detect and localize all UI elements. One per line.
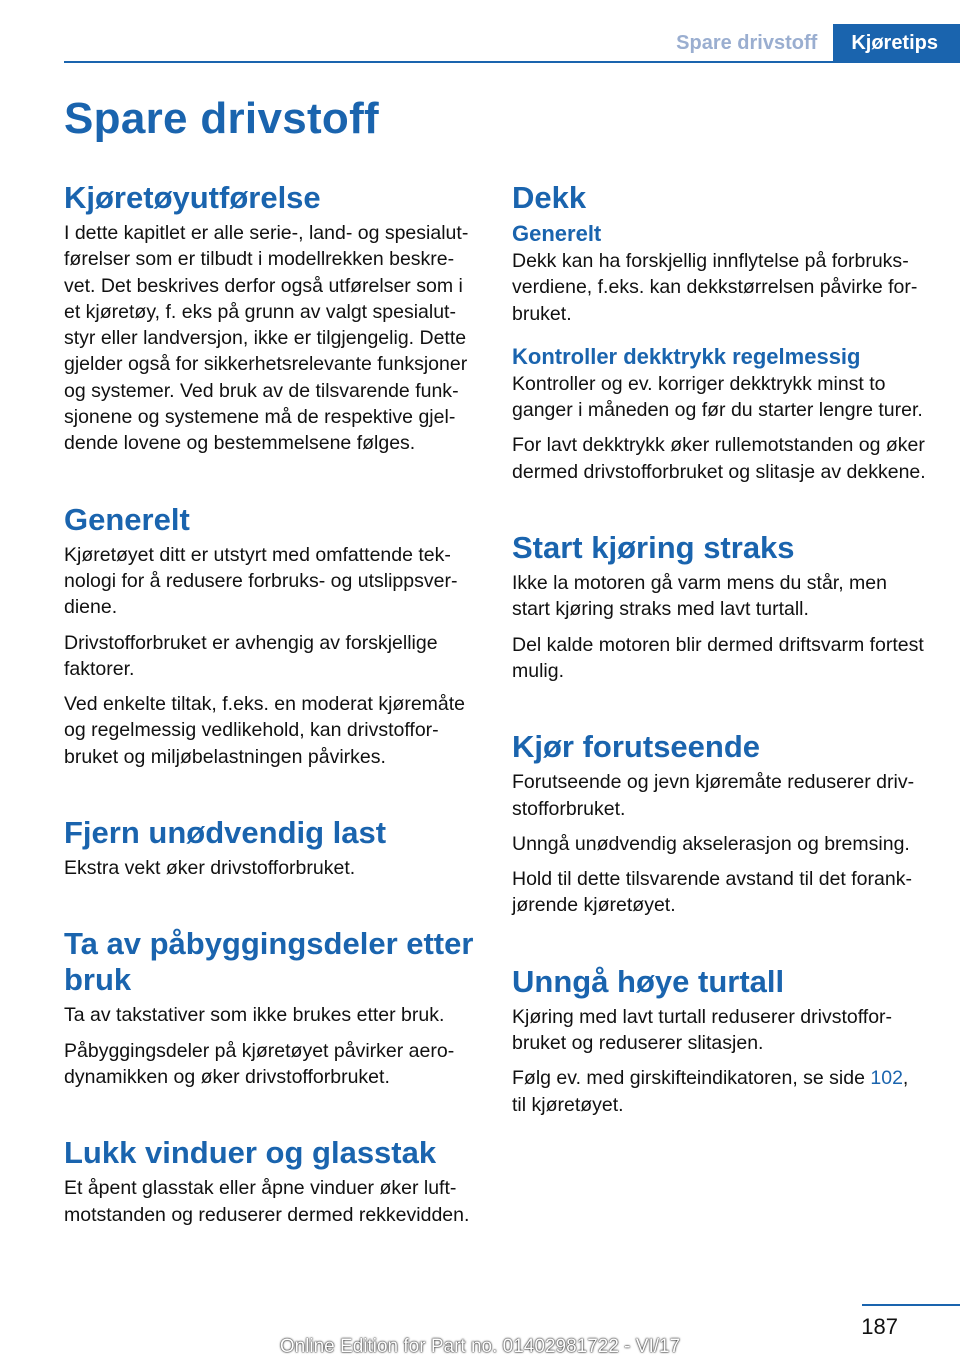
section-title-avoid-high-rpm: Unngå høye turtall bbox=[512, 963, 785, 999]
paragraph: Et åpent glasstak eller åpne vinduer øker luftmotstanden og reduserer dermed rekkevidden. bbox=[64, 1177, 470, 1226]
paragraph: Kontroller og ev. korriger dekktrykk minst to ganger i måneden og før du starter lengre turer. bbox=[512, 372, 923, 422]
footer-divider bbox=[862, 1304, 960, 1306]
text: , bbox=[902, 1067, 909, 1090]
paragraph: Påbyggingsdeler på kjøretøyet påvirker aerodynamikken og øker drivstofforbruket. bbox=[64, 1039, 455, 1088]
paragraph: Del kalde motoren blir dermed driftsvarm fortest mulig. bbox=[512, 633, 924, 682]
paragraph: Dekk kan ha forskjellig innflytelse på forbruksverdiene, f.eks. kan dekkstørrelsen påvirke forbruket. bbox=[512, 250, 918, 325]
section-title-close-windows: Lukk vinduer og glasstak bbox=[64, 1135, 437, 1171]
paragraph-with-link bbox=[512, 1065, 926, 1118]
paragraph: Ikke la motoren gå varm mens du står, men start kjøring straks med lavt turtall. bbox=[512, 572, 887, 621]
section-title-tires: Dekk bbox=[512, 180, 587, 215]
paragraph: Ta av takstativer som ikke brukes etter bruk. bbox=[64, 1004, 445, 1027]
text: til kjøretøyet. bbox=[512, 1093, 624, 1116]
page-number: 187 bbox=[861, 1314, 898, 1339]
text: Følg ev. med girskifteindikatoren, se side bbox=[512, 1067, 871, 1090]
section-title-remove-attachments: Ta av påbyggingsdeler etter bruk bbox=[64, 926, 474, 998]
page-reference-link[interactable]: 102 bbox=[870, 1067, 903, 1090]
header-tabs bbox=[660, 24, 960, 62]
header-chapter-tab[interactable]: Kjøretips bbox=[833, 24, 960, 62]
paragraph: Kjøring med lavt turtall reduserer drivstofforbruket og reduserer slitasjen. bbox=[512, 1005, 893, 1055]
subsection-title-tire-pressure: Kontroller dekktrykk regelmessig bbox=[512, 343, 861, 369]
section-title-general: Generelt bbox=[64, 501, 190, 537]
paragraph: Unngå unødvendig akselerasjon og bremsing. bbox=[512, 832, 910, 855]
paragraph: For lavt dekktrykk øker rullemotstanden og øker dermed drivstofforbruket og slitasje av dekkene. bbox=[512, 434, 926, 483]
section-title-drive-ahead: Kjør forutseende bbox=[512, 729, 761, 765]
paragraph: Ekstra vekt øker drivstofforbruket. bbox=[64, 857, 356, 880]
header-divider bbox=[64, 61, 960, 63]
paragraph: Kjøretøyet ditt er utstyrt med omfattende teknologi for å redusere forbruks- og utslippsverdiene. bbox=[64, 543, 458, 619]
paragraph: I dette kapitlet er alle serie-, land- og spesialutførelser som er tilbudt i modellrekken beskrevet. Det beskrives derfor også utførelser som i et kjøretøy, f. eks på grunn av valgt spesialutstyr eller landversjon, ikke er tilgjengelig. Dette gjelder også for sikkerhetsrelevante funksjoner og systemer. Ved bruk av de tilsvarende funksjonene og systemene må de respektive gjeldende lovene og bestemmelsene følges. bbox=[64, 222, 469, 455]
section-title-remove-load: Fjern unødvendig last bbox=[64, 815, 387, 851]
subsection-title-general: Generelt bbox=[512, 221, 602, 246]
header-section-tab[interactable]: Spare drivstoff bbox=[676, 32, 818, 54]
page-title: Spare drivstoff bbox=[64, 94, 380, 143]
paragraph: Ved enkelte tiltak, f.eks. en moderat kjøremåte og regelmessig vedlikehold, kan drivstofforbruket og miljøbelastningen påvirkes. bbox=[64, 693, 466, 768]
paragraph: Drivstofforbruket er avhengig av forskjellige faktorer. bbox=[64, 631, 438, 680]
paragraph: Hold til dette tilsvarende avstand til det forankjørende kjøretøyet. bbox=[512, 868, 912, 917]
left-column bbox=[64, 180, 478, 1237]
footer-edition-text: Online Edition for Part no. 01402981722 - VI/17 bbox=[279, 1336, 681, 1357]
right-column bbox=[512, 180, 926, 1127]
paragraph: Forutseende og jevn kjøremåte reduserer drivstofforbruket. bbox=[512, 771, 915, 820]
section-title-vehicle-version: Kjøretøyutførelse bbox=[64, 180, 321, 215]
section-title-start-driving: Start kjøring straks bbox=[512, 530, 795, 566]
